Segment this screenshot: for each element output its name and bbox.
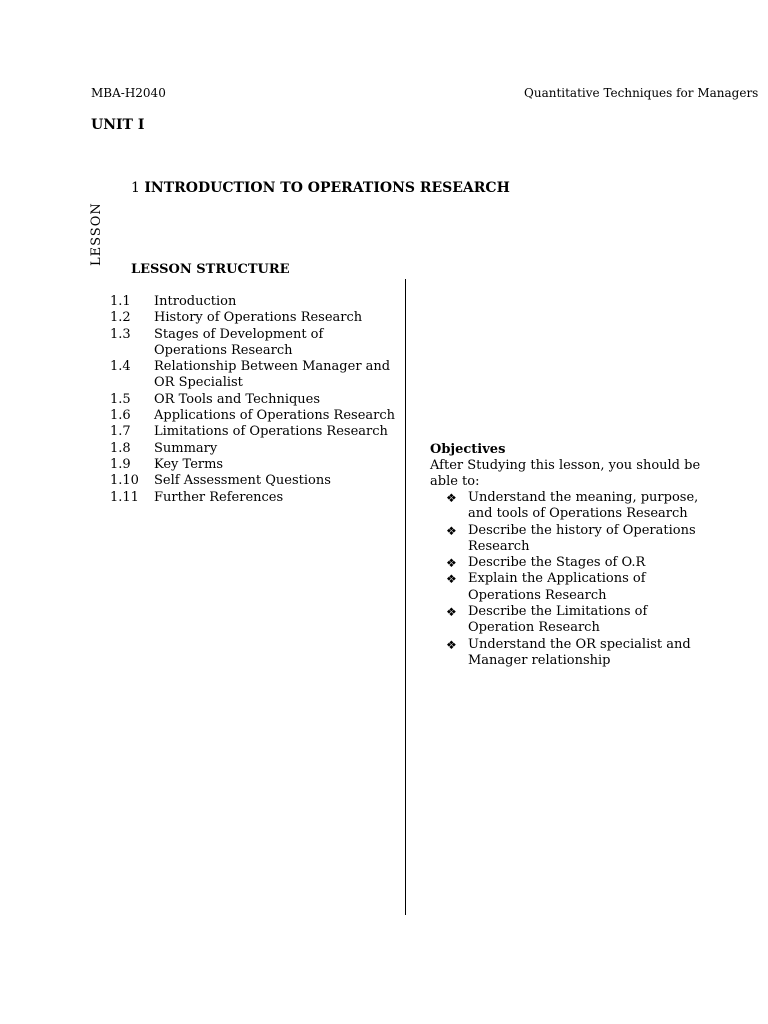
list-item — [446, 490, 708, 523]
objective-text: Describe the Limitations of Operation Research — [468, 604, 648, 636]
list-item — [110, 310, 400, 326]
list-item — [110, 457, 400, 473]
list-item — [446, 604, 708, 637]
item-number: 1.3 — [110, 326, 131, 342]
diamond-bullet-icon: ❖ — [446, 605, 457, 620]
item-text: History of Operations Research — [154, 310, 363, 326]
objectives-intro: After Studying this lesson, you should be able to: — [430, 458, 701, 490]
item-text: Summary — [154, 440, 218, 456]
item-number: 1.10 — [110, 473, 139, 489]
item-text: Introduction — [154, 294, 237, 309]
objective-text: Understand the meaning, purpose, and tools of Operations Research — [468, 490, 699, 522]
item-text: Self Assessment Questions — [154, 473, 331, 489]
item-number: 1.8 — [110, 440, 131, 456]
item-number: 1.9 — [110, 456, 131, 472]
list-item — [110, 490, 400, 506]
objectives-title: Objectives — [430, 442, 506, 457]
diamond-bullet-icon: ❖ — [446, 491, 457, 505]
list-item — [110, 408, 400, 424]
list-item — [110, 294, 400, 310]
item-text: Limitations of Operations Research — [154, 424, 388, 440]
list-item — [446, 637, 708, 670]
diamond-bullet-icon: ❖ — [446, 637, 457, 652]
diamond-bullet-icon: ❖ — [446, 523, 457, 538]
objective-text: Explain the Applications of Operations Research — [468, 571, 646, 603]
list-item — [110, 392, 400, 408]
lesson-structure-list — [110, 294, 400, 506]
item-text: Key Terms — [154, 456, 224, 472]
list-item — [110, 359, 400, 392]
list-item — [110, 424, 400, 440]
unit-title: UNIT I — [91, 117, 145, 133]
list-item — [446, 523, 708, 556]
lesson-number: 1 — [131, 180, 140, 196]
lesson-title: INTRODUCTION TO OPERATIONS RESEARCH — [144, 180, 510, 196]
course-title: Quantitative Techniques for Managers — [524, 86, 759, 100]
lesson-side-label: LESSON — [89, 202, 104, 266]
diamond-bullet-icon: ❖ — [446, 556, 457, 571]
list-item — [110, 327, 400, 360]
objective-text: Describe the history of Operations Research — [468, 522, 696, 554]
item-text: Stages of Development of Operations Research — [154, 326, 324, 358]
item-text: Applications of Operations Research — [154, 408, 396, 424]
list-item — [446, 571, 708, 604]
objective-text: Describe the Stages of O.R — [468, 555, 646, 571]
column-divider — [405, 279, 406, 915]
item-number: 1.2 — [110, 310, 131, 326]
list-item — [110, 441, 400, 457]
item-number: 1.1 — [110, 294, 131, 309]
list-item — [446, 555, 708, 571]
item-number: 1.7 — [110, 424, 131, 440]
objectives-list — [446, 490, 708, 669]
diamond-bullet-icon: ❖ — [446, 572, 457, 587]
item-number: 1.6 — [110, 408, 131, 424]
item-number: 1.5 — [110, 391, 131, 407]
item-number: 1.11 — [110, 489, 139, 505]
item-text: Relationship Between Manager and OR Specialist — [154, 359, 391, 391]
objective-text: Understand the OR specialist and Manager relationship — [468, 636, 691, 668]
course-code: MBA-H2040 — [91, 86, 166, 100]
lesson-structure-title: LESSON STRUCTURE — [131, 262, 290, 277]
item-text: OR Tools and Techniques — [154, 391, 321, 407]
lesson-heading — [131, 180, 510, 196]
item-number: 1.4 — [110, 359, 131, 375]
item-text: Further References — [154, 489, 284, 505]
list-item — [110, 473, 400, 489]
